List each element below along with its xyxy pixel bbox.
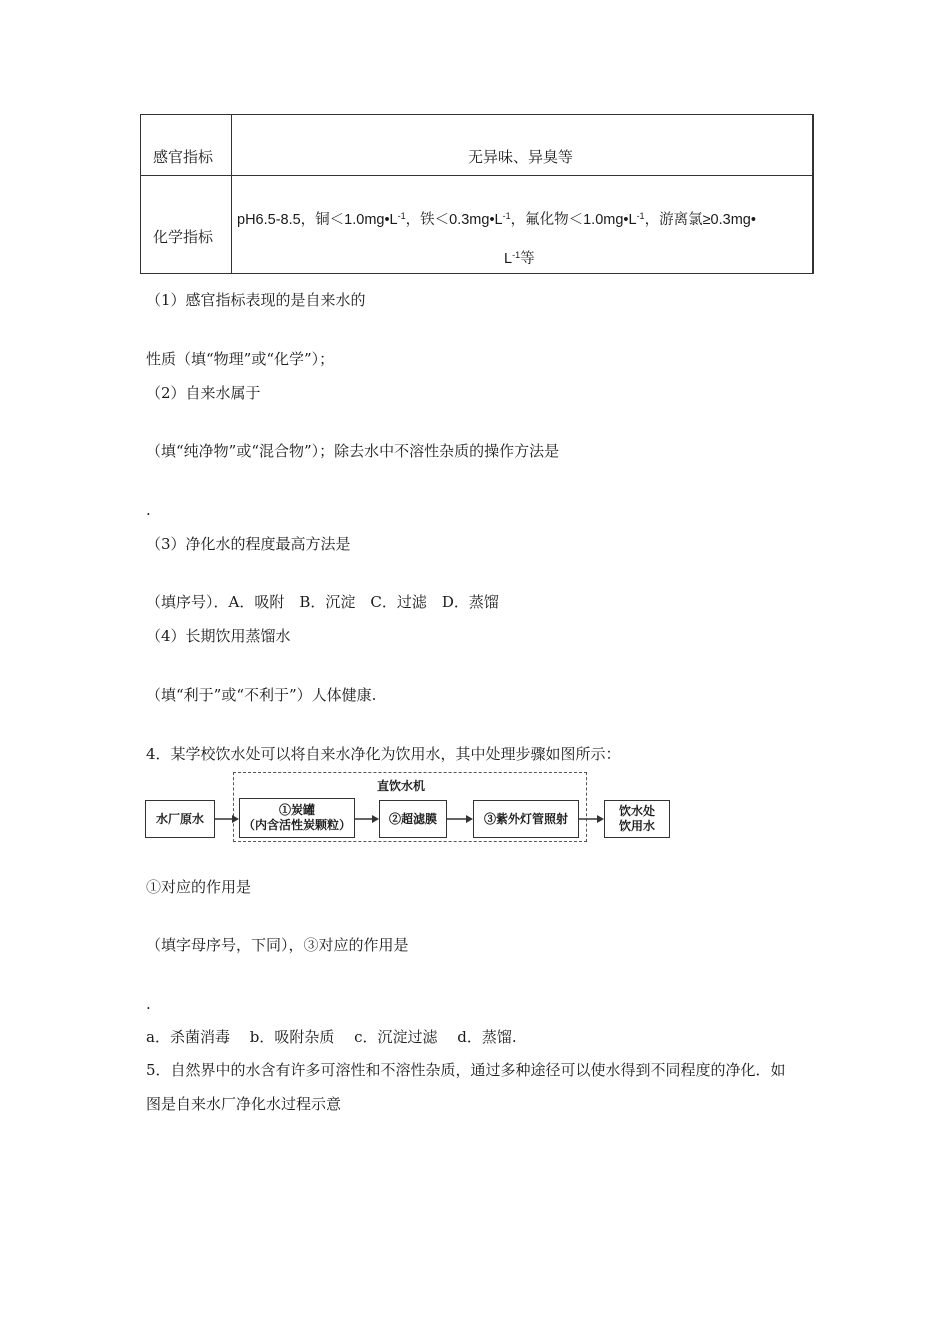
q2-line3: . <box>146 501 151 519</box>
problem4-stem: 4．某学校饮水处可以将自来水净化为饮用水，其中处理步骤如图所示： <box>146 745 621 763</box>
q3-line1: （3）净化水的程度最高方法是 <box>146 535 351 553</box>
table-row-divider <box>140 175 814 176</box>
box-uv-lamp: ③紫外灯管照射 <box>473 800 579 838</box>
q2-line1: （2）自来水属于 <box>146 384 261 402</box>
row1-content: 无异味、异臭等 <box>468 148 574 166</box>
table-border <box>140 114 814 274</box>
arrow-1-head <box>232 815 239 823</box>
box-drinking-water: 饮水处 饮用水 <box>604 800 670 838</box>
standards-table <box>140 114 814 274</box>
q2-line2: （填“纯净物”或“混合物”）；除去水中不溶性杂质的操作方法是 <box>146 442 560 460</box>
purification-flow-diagram <box>145 768 675 846</box>
problem5-line2: 图是自来水厂净化水过程示意 <box>146 1095 342 1113</box>
problem4-line3: . <box>146 995 151 1013</box>
group-title: 直饮水机 <box>377 779 426 793</box>
row1-label: 感官指标 <box>153 148 214 166</box>
problem5-line1: 5．自然界中的水含有许多可溶性和不溶性杂质，通过多种途径可以使水得到不同程度的净化．如 <box>146 1061 786 1079</box>
table-column-divider <box>231 114 232 274</box>
row2-label: 化学指标 <box>153 228 214 246</box>
arrow-4-head <box>597 815 604 823</box>
box-carbon-tank: ①炭罐 （内含活性炭颗粒） <box>239 798 355 838</box>
q1-line1: （1）感官指标表现的是自来水的 <box>146 291 366 309</box>
row2-content-line2: $L^{-1}$等 <box>504 250 535 267</box>
box-source-water: 水厂原水 <box>145 800 215 838</box>
problem4-options: a．杀菌消毒 b．吸附杂质 c．沉淀过滤 d．蒸馏. <box>146 1028 517 1046</box>
arrow-2-head <box>372 815 379 823</box>
flow-arrows <box>145 768 675 846</box>
q4-line1: （4）长期饮用蒸馏水 <box>146 627 291 645</box>
row2-content-line1: pH6.5-8.5，铜$<1.0mg•L^{-1}$，铁$<0.3mg•L^{-1}$，氟化物$<1.0mg•L^{-1}$，游离氯≥0.3mg• <box>237 211 756 228</box>
arrow-3-head <box>466 815 473 823</box>
box-ultrafiltration: ②超滤膜 <box>379 800 447 838</box>
q3-line2: （填序号）．A．吸附 B．沉淀 C．过滤 D．蒸馏 <box>146 593 499 611</box>
problem4-line2: （填字母序号，下同），③对应的作用是 <box>146 936 409 954</box>
q4-line2: （填“利于”或“不利于”）人体健康. <box>146 686 377 704</box>
q1-line2: 性质（填“物理”或“化学”）； <box>146 350 335 368</box>
problem4-line1: ①对应的作用是 <box>146 878 252 896</box>
